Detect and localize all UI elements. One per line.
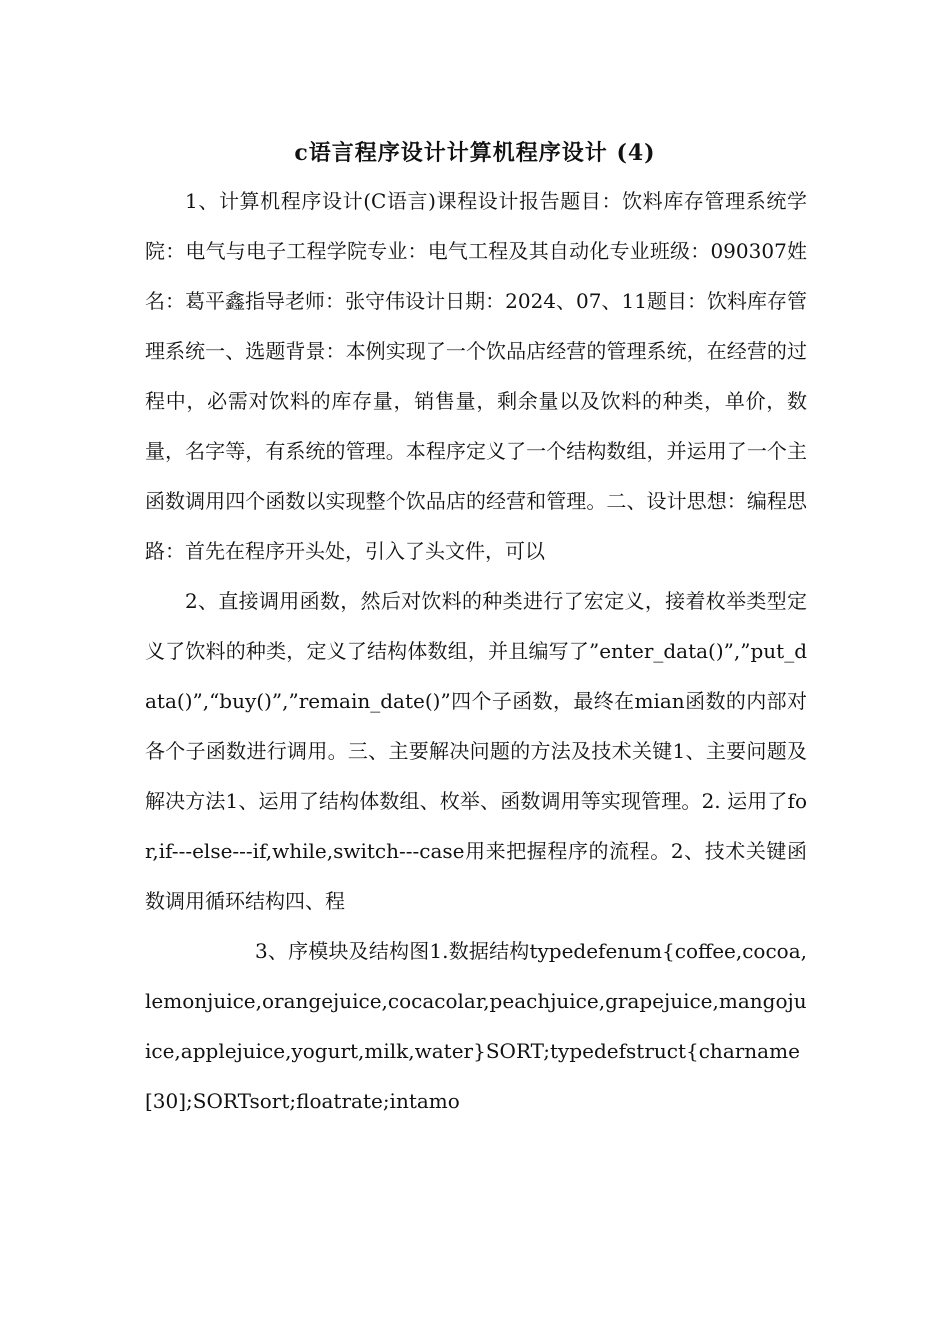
- paragraph-1: 1、计算机程序设计(C语言)课程设计报告题目：饮料库存管理系统学院：电气与电子工程学院专业：电气工程及其自动化专业班级：090307姓名：葛平鑫指导老师：张守伟设计日期：2024、07、11题目：饮料库存管理系统一、选题背景：本例实现了一个饮品店经营的管理系统，在经营的过程中，必需对饮料的库存量，销售量，剩余量以及饮料的种类，单价，数量，名字等，有系统的管理。本程序定义了一个结构数组，并运用了一个主函数调用四个函数以实现整个饮品店的经营和管理。二、设计思想：编程思路：首先在程序开头处，引入了头文件，可以: [145, 189, 807, 563]
- document-title: c语言程序设计计算机程序设计 (4): [294, 140, 656, 166]
- paragraph-3: 3、序模块及结构图1.数据结构typedefenum{coffee,cocoa,lemonjuice,orangejuice,cocacolar,peachjuice,grapejuice,mangojuice,applejuice,yogurt,milk,water}SORT;typedefstruct{charname[30];SORTsort;floatrate;intamo: [145, 939, 807, 1113]
- paragraph-2: 2、直接调用函数，然后对饮料的种类进行了宏定义，接着枚举类型定义了饮料的种类，定义了结构体数组，并且编写了”enter_data()”,”put_data()”,“buy()”,”remain_date()”四个子函数，最终在mian函数的内部对各个子函数进行调用。三、主要解决问题的方法及技术关键1、主要问题及解决方法1、运用了结构体数组、枚举、函数调用等实现管理。2. 运用了for,if---else---if,while,switch---case用来把握程序的流程。2、技术关键函数调用循环结构四、程: [145, 589, 807, 913]
- document-body: [145, 176, 807, 1126]
